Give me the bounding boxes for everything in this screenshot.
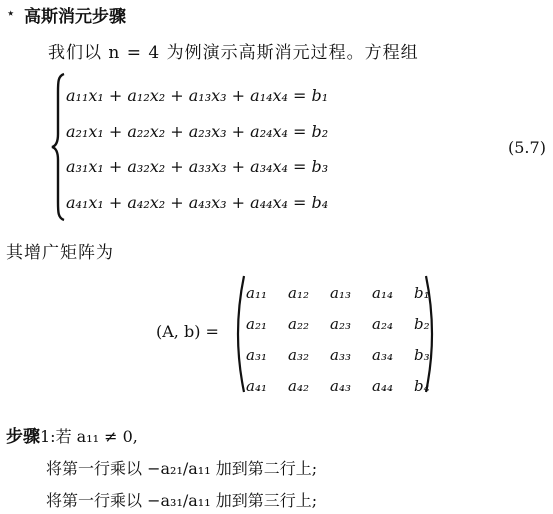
- matrix-row: [246, 346, 442, 377]
- matrix-cell: a₂₄: [372, 315, 393, 333]
- matrix-cell: a₁₃: [330, 284, 351, 302]
- matrix-cell: a₁₂: [288, 284, 309, 302]
- equation-number: (5.7): [508, 138, 546, 157]
- step-condition: 1:若 a₁₁ ≠ 0,: [40, 427, 138, 446]
- matrix-cell: b₃: [414, 346, 430, 364]
- equation-row: a₄₁x₁ + a₄₂x₂ + a₄₃x₃ + a₄₄x₄ = b₄: [66, 193, 329, 212]
- matrix-cell: a₁₄: [372, 284, 393, 302]
- matrix-cell: a₃₁: [246, 346, 267, 364]
- matrix-label: [156, 322, 219, 341]
- step1-heading: [6, 422, 138, 447]
- intro-text: 我们以 n = 4 为例演示高斯消元过程。方程组: [48, 43, 419, 63]
- step-label: 步骤: [6, 427, 40, 447]
- matrix-cell: b₂: [414, 315, 430, 333]
- matrix-cell: a₂₂: [288, 315, 309, 333]
- matrix-row: [246, 377, 442, 408]
- matrix-cell: a₄₃: [330, 377, 351, 395]
- step-line: 将第一行乘以 −a₂₁/a₁₁ 加到第二行上;: [46, 459, 318, 478]
- left-paren: [232, 274, 246, 394]
- matrix-cell: b₁: [414, 284, 430, 302]
- matrix-cell: a₁₁: [246, 284, 267, 302]
- matrix-cell: a₃₄: [372, 346, 393, 364]
- step-line: 将第一行乘以 −a₃₁/a₁₁ 加到第三行上;: [46, 491, 318, 510]
- matrix-label-text: (A, b) =: [156, 322, 219, 341]
- matrix-cell: a₃₃: [330, 346, 351, 364]
- matrix-cell: a₃₂: [288, 346, 309, 364]
- section-title: 高斯消元步骤: [24, 7, 126, 27]
- matrix-row: [246, 315, 442, 346]
- star-icon: ⋆: [6, 4, 16, 22]
- matrix-cell: a₂₁: [246, 315, 267, 333]
- matrix-cell: a₄₄: [372, 377, 393, 395]
- augmented-matrix: [246, 284, 442, 408]
- equation-row: a₃₁x₁ + a₃₂x₂ + a₃₃x₃ + a₃₄x₄ = b₃: [66, 157, 329, 176]
- matrix-row: [246, 284, 442, 315]
- matrix-cell: a₄₁: [246, 377, 267, 395]
- matrix-cell: b₄: [414, 377, 430, 395]
- matrix-cell: a₄₂: [288, 377, 309, 395]
- augmented-intro: 其增广矩阵为: [6, 243, 114, 263]
- matrix-cell: a₂₃: [330, 315, 351, 333]
- equation-row: a₂₁x₁ + a₂₂x₂ + a₂₃x₃ + a₂₄x₄ = b₂: [66, 122, 329, 141]
- equation-row: a₁₁x₁ + a₁₂x₂ + a₁₃x₃ + a₁₄x₄ = b₁: [66, 86, 329, 105]
